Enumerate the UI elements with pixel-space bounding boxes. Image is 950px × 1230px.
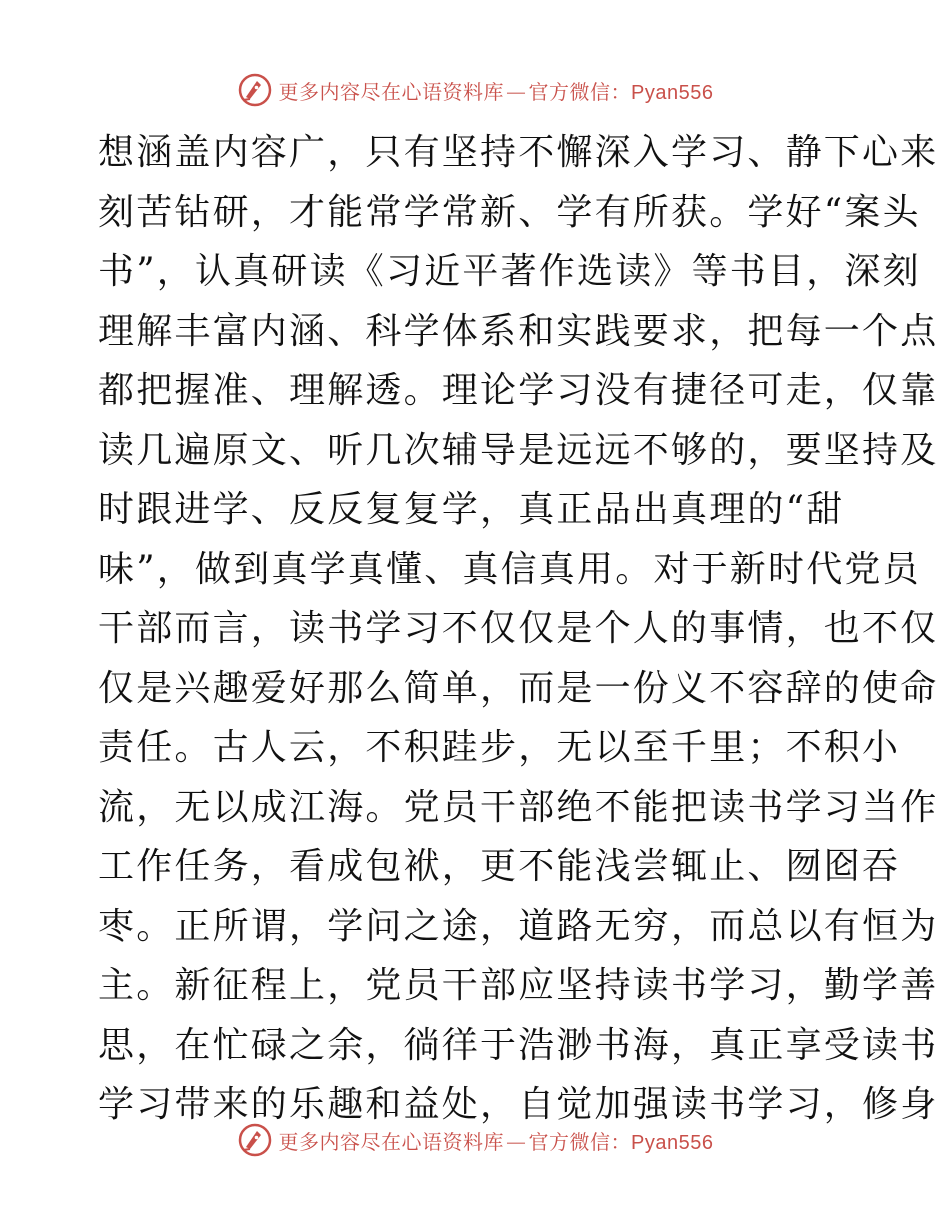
pen-nib-logo-icon: [237, 1122, 273, 1158]
text-line: 时跟进学、反反复复学，真正品出真理的“甜: [98, 489, 845, 530]
text-line: 都把握准、理解透。理论学习没有捷径可走，仅靠: [98, 370, 939, 411]
header-banner-text: [279, 76, 714, 105]
text-line: 主。新征程上，党员干部应坚持读书学习，勤学善: [98, 965, 939, 1006]
text-line: 责任。古人云，不积跬步，无以至千里；不积小: [98, 727, 901, 768]
banner-wechat-label: 官方微信：: [528, 1129, 632, 1154]
footer-banner-content: [237, 1122, 714, 1158]
footer-banner-text: [279, 1126, 714, 1155]
text-line: 味”，做到真学真懂、真信真用。对于新时代党员: [98, 548, 921, 590]
banner-wechat-account: Pyan556: [631, 81, 714, 104]
footer-banner: [0, 1120, 950, 1160]
banner-wechat-account: Pyan556: [631, 1131, 714, 1154]
banner-dash: —: [506, 1129, 527, 1154]
pen-nib-logo-icon: [237, 72, 273, 108]
text-line: 仅是兴趣爱好那么简单，而是一份义不容辞的使命: [98, 667, 939, 709]
text-line: 学习带来的乐趣和益处，自觉加强读书学习，修身: [98, 1084, 939, 1125]
banner-main-text: 更多内容尽在心语资料库: [278, 1129, 505, 1154]
text-line: 枣。正所谓，学问之途，道路无穷，而总以有恒为: [98, 905, 939, 947]
banner-dash: —: [506, 79, 527, 104]
text-line: 工作任务，看成包袱，更不能浅尝辄止、囫囵吞: [98, 846, 901, 887]
text-line: 刻苦钻研，才能常学常新、学有所获。学好“案头: [98, 191, 921, 233]
text-line: 想涵盖内容广，只有坚持不懈深入学习、静下心来: [98, 132, 939, 173]
banner-wechat-label: 官方微信：: [528, 79, 632, 104]
document-body: [98, 123, 939, 1135]
text-line: 干部而言，读书学习不仅仅是个人的事情，也不仅: [98, 608, 939, 649]
text-line: 思，在忙碌之余，徜徉于浩渺书海，真正享受读书: [98, 1024, 939, 1066]
header-banner: [0, 70, 950, 110]
text-line: 流，无以成江海。党员干部绝不能把读书学习当作: [98, 786, 939, 828]
text-line: 读几遍原文、听几次辅导是远远不够的，要坚持及: [98, 429, 939, 471]
text-line: 理解丰富内涵、科学体系和实践要求，把每一个点: [98, 310, 939, 352]
banner-main-text: 更多内容尽在心语资料库: [278, 79, 505, 104]
header-banner-content: [237, 72, 714, 108]
text-line: 书”，认真研读《习近平著作选读》等书目，深刻: [98, 251, 921, 292]
